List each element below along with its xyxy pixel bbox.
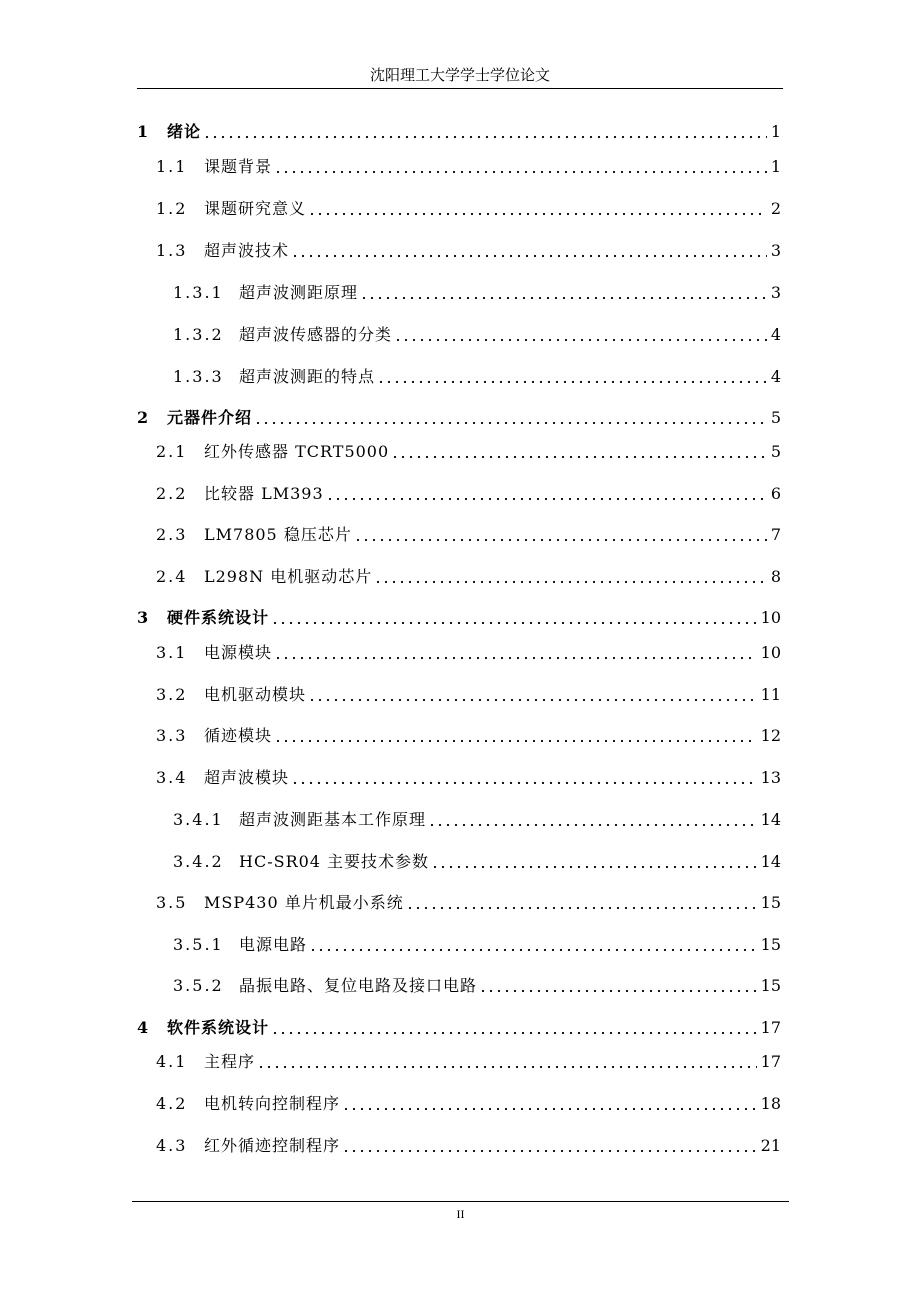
toc-entry-2[interactable]	[137, 405, 781, 429]
toc-entry-page: 17	[760, 1018, 781, 1037]
toc-entry-number: 1.3	[156, 241, 188, 260]
toc-entry-number: 1.3.3	[173, 367, 224, 386]
dot-leader	[308, 684, 757, 706]
dot-leader	[342, 1135, 757, 1157]
toc-entry-4-3[interactable]	[156, 1133, 781, 1157]
toc-entry-2-2[interactable]	[156, 481, 781, 505]
toc-entry-page: 2	[770, 199, 781, 218]
toc-entry-title: 超声波模块	[204, 768, 290, 787]
toc-entry-page: 4	[770, 325, 781, 344]
dot-leader	[479, 975, 757, 997]
toc-entry-title: 电源模块	[204, 643, 273, 662]
toc-entry-number: 3.3	[156, 726, 188, 745]
header-title: 沈阳理工大学学士学位论文	[369, 66, 550, 84]
toc-entry-title: 硬件系统设计	[167, 608, 270, 627]
dot-leader	[203, 121, 767, 143]
toc-entry-3-4-1[interactable]	[173, 807, 781, 831]
toc-entry-number: 2.1	[156, 442, 188, 461]
toc-entry-1-3-3[interactable]	[173, 364, 781, 388]
toc-entry-4-2[interactable]	[156, 1091, 781, 1115]
toc-entry-page: 15	[760, 935, 781, 954]
dot-leader	[394, 324, 767, 346]
toc-entry-4[interactable]	[137, 1015, 781, 1039]
toc-entry-1-3[interactable]	[156, 238, 781, 262]
toc-entry-page: 13	[760, 768, 781, 787]
toc-entry-number: 2.4	[156, 567, 188, 586]
toc-entry-1-2[interactable]	[156, 196, 781, 220]
dot-leader	[342, 1093, 757, 1115]
dot-leader	[360, 282, 767, 304]
toc-entry-title: 课题研究意义	[204, 199, 307, 218]
toc-entry-title: 循迹模块	[204, 726, 273, 745]
toc-entry-title: 主程序	[204, 1052, 256, 1071]
dot-leader	[274, 156, 767, 178]
toc-entry-page: 10	[760, 643, 781, 662]
toc-entry-1-3-1[interactable]	[173, 280, 781, 304]
toc-entry-2-4[interactable]	[156, 564, 781, 588]
toc-entry-number: 1.3.1	[173, 283, 224, 302]
toc-entry-number: 3.4.1	[173, 810, 224, 829]
toc-entry-4-1[interactable]	[156, 1049, 781, 1073]
toc-entry-3-4-2[interactable]	[173, 849, 781, 873]
toc-entry-page: 3	[770, 283, 781, 302]
toc-entry-page: 1	[770, 122, 781, 141]
toc-entry-number: 3.2	[156, 685, 188, 704]
dot-leader	[274, 642, 757, 664]
toc-entry-1[interactable]	[137, 119, 781, 143]
dot-leader	[354, 524, 767, 546]
dot-leader	[291, 240, 767, 262]
toc-entry-1-3-2[interactable]	[173, 322, 781, 346]
toc-entry-number: 4.1	[156, 1052, 188, 1071]
dot-leader	[308, 198, 767, 220]
dot-leader	[428, 809, 757, 831]
toc-entry-number: 3.5.1	[173, 935, 224, 954]
dot-leader	[391, 441, 767, 463]
dot-leader	[377, 366, 767, 388]
toc-entry-page: 17	[760, 1052, 781, 1071]
toc-entry-page: 18	[760, 1094, 781, 1113]
toc-entry-title: 元器件介绍	[167, 408, 253, 427]
toc-entry-title: 红外传感器 TCRT5000	[204, 442, 390, 461]
toc-entry-title: 课题背景	[204, 157, 273, 176]
toc-entry-title: 电源电路	[239, 935, 308, 954]
toc-entry-title: 电机转向控制程序	[204, 1094, 341, 1113]
toc-entry-page: 5	[770, 442, 781, 461]
toc-entry-3-4[interactable]	[156, 765, 781, 789]
toc-entry-title: 超声波技术	[204, 241, 290, 260]
toc-entry-page: 11	[760, 685, 781, 704]
dot-leader	[254, 407, 767, 429]
toc-entry-1-1[interactable]	[156, 154, 781, 178]
toc-entry-number: 3	[137, 608, 151, 627]
toc-entry-number: 3.5.2	[173, 976, 224, 995]
page-footer	[132, 1206, 789, 1222]
toc-entry-number: 4.2	[156, 1094, 188, 1113]
toc-entry-number: 1	[137, 122, 151, 141]
toc-entry-number: 3.4.2	[173, 852, 224, 871]
toc-entry-page: 3	[770, 241, 781, 260]
dot-leader	[271, 607, 757, 629]
dot-leader	[406, 892, 757, 914]
toc-entry-number: 3.5	[156, 893, 188, 912]
footer-divider	[132, 1201, 789, 1202]
toc-entry-number: 3.1	[156, 643, 188, 662]
toc-entry-number: 1.2	[156, 199, 188, 218]
toc-entry-page: 14	[760, 852, 781, 871]
toc-entry-number: 3.4	[156, 768, 188, 787]
toc-entry-page: 15	[760, 893, 781, 912]
toc-entry-page: 1	[770, 157, 781, 176]
dot-leader	[374, 566, 767, 588]
toc-entry-number: 4	[137, 1018, 151, 1037]
toc-entry-page: 12	[760, 726, 781, 745]
toc-entry-title: L298N 电机驱动芯片	[204, 567, 373, 586]
toc-entry-page: 8	[770, 567, 781, 586]
dot-leader	[309, 934, 757, 956]
toc-entry-number: 2.2	[156, 484, 188, 503]
toc-entry-page: 21	[760, 1136, 781, 1155]
toc-entry-page: 15	[760, 976, 781, 995]
toc-entry-3-3[interactable]	[156, 723, 781, 747]
toc-entry-page: 10	[760, 608, 781, 627]
toc-entry-number: 4.3	[156, 1136, 188, 1155]
toc-entry-title: 晶振电路、复位电路及接口电路	[239, 976, 478, 995]
toc-entry-page: 5	[770, 408, 781, 427]
toc-entry-page: 4	[770, 367, 781, 386]
toc-entry-page: 14	[760, 810, 781, 829]
toc-entry-3-2[interactable]	[156, 682, 781, 706]
toc-entry-title: MSP430 单片机最小系统	[204, 893, 404, 912]
toc-entry-title: 绪论	[167, 122, 202, 141]
dot-leader	[291, 767, 757, 789]
dot-leader	[431, 851, 757, 873]
toc-entry-title: HC-SR04 主要技术参数	[239, 852, 430, 871]
dot-leader	[326, 483, 767, 505]
toc-entry-3[interactable]	[137, 605, 781, 629]
toc-entry-title: 电机驱动模块	[204, 685, 307, 704]
toc-entry-3-5-1[interactable]	[173, 932, 781, 956]
toc-entry-number: 2	[137, 408, 151, 427]
dot-leader	[274, 725, 757, 747]
toc-entry-page: 6	[770, 484, 781, 503]
toc-entry-number: 2.3	[156, 525, 188, 544]
toc-entry-title: 超声波传感器的分类	[239, 325, 393, 344]
toc-entry-title: 超声波测距基本工作原理	[239, 810, 427, 829]
dot-leader	[257, 1051, 757, 1073]
toc-entry-number: 1.1	[156, 157, 188, 176]
toc-entry-title: 比较器 LM393	[204, 484, 324, 503]
toc-entry-title: LM7805 稳压芯片	[204, 525, 352, 544]
toc-entry-3-5[interactable]	[156, 890, 781, 914]
toc-entry-title: 软件系统设计	[167, 1018, 270, 1037]
toc-entry-2-1[interactable]	[156, 439, 781, 463]
toc-entry-title: 红外循迹控制程序	[204, 1136, 341, 1155]
page-number: II	[456, 1207, 465, 1221]
toc-entry-number: 1.3.2	[173, 325, 224, 344]
toc-entry-3-5-2[interactable]	[173, 973, 781, 997]
toc-entry-page: 7	[770, 525, 781, 544]
toc-entry-title: 超声波测距原理	[239, 283, 359, 302]
toc-entry-title: 超声波测距的特点	[239, 367, 376, 386]
dot-leader	[271, 1017, 757, 1039]
toc-entry-3-1[interactable]	[156, 640, 781, 664]
toc-entry-2-3[interactable]	[156, 522, 781, 546]
